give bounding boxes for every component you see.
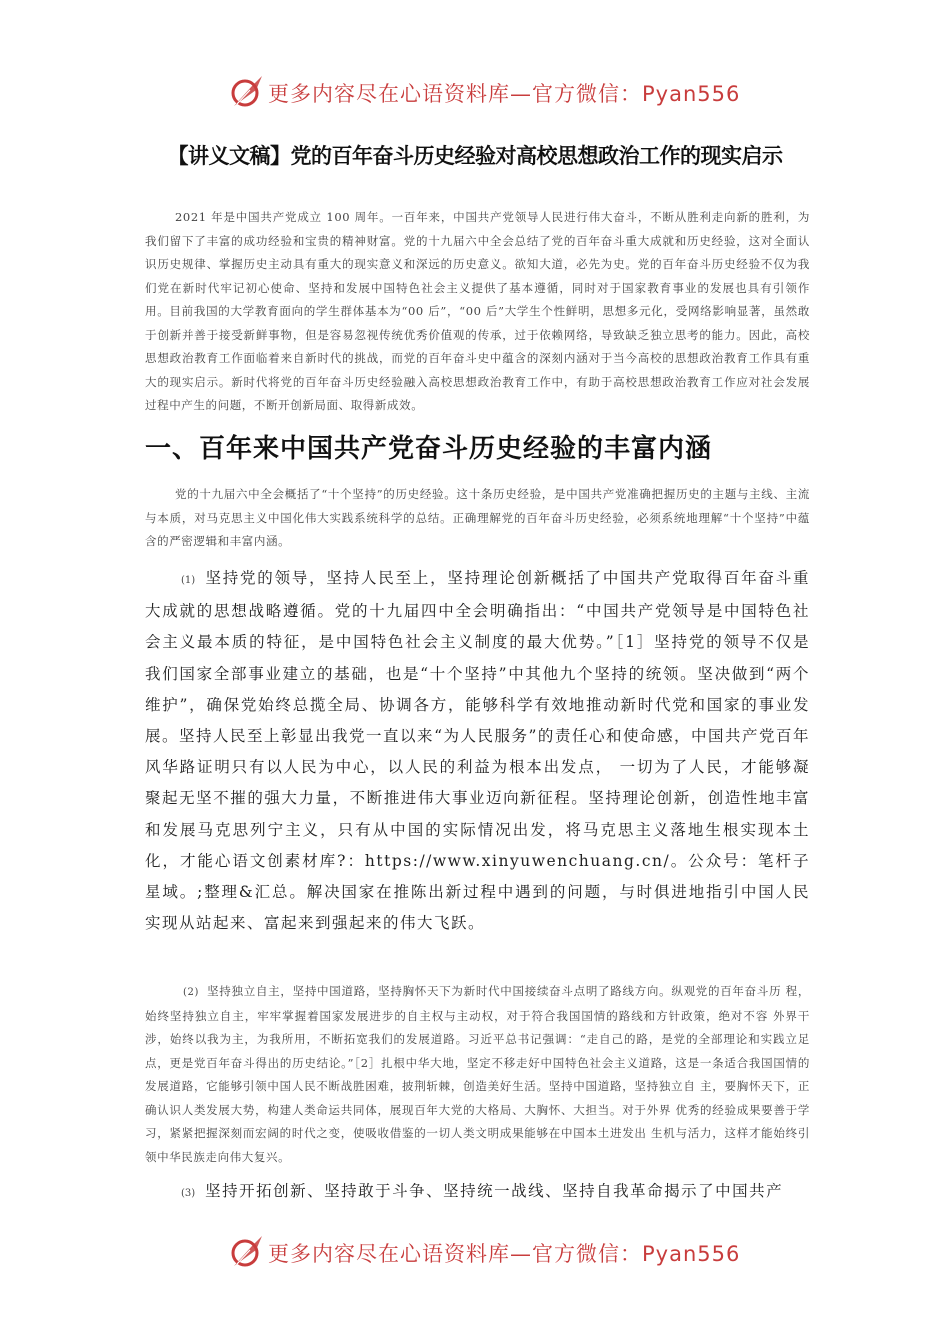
paragraph-1-number: (1) [181, 575, 196, 586]
paragraph-3-number: (3) [181, 1188, 196, 1199]
paragraph-2-text: 坚持独立自主，坚持中国道路，坚持胸怀天下为新时代中国接续奋斗点明了路线方向。纵观党的百年奋斗历 程，始终坚持独立自主，牢牢掌握着国家发展进步的自主权与主动权，对于符合我国国情的路线和方针政策，绝对不容 外界干涉，始终以我为主，为我所用，不断拓宽我们的发展道路。习近平总书记强调：“走自己的路，是党的全部理论和实践立足点，更是党百年奋斗得出的历史结论。”［2］扎根中华大地，坚定不移走好中国特色社会主义道路，这是一条适合我国国情的发展道路，它能够引领中国人民不断战胜困难，披荆斩棘，创造美好生活。坚持中国道路，坚持独立自 主，要胸怀天下，正确认识人类发展大势，构建人类命运共同体，展现百年大党的大格局、大胸怀、大担当。对于外界 优秀的经验成果要善于学习，紧紧把握深刻而宏阔的时代之变，使吸收借鉴的一切人类文明成果能够在中国本土进发出 生机与活力，这样才能始终引领中华民族走向伟大复兴。 [145, 984, 810, 1164]
section-1-heading: 一、百年来中国共产党奋斗历史经验的丰富内涵 [145, 434, 713, 464]
banner-text: 更多内容尽在心语资料库—官方微信：Pyan556 [268, 1242, 741, 1266]
paragraph-3-text: 坚持开拓创新、坚持敢于斗争、坚持统一战线、坚持自我革命揭示了中国共产 [205, 1182, 784, 1200]
paragraph-3 [145, 1176, 810, 1209]
feather-logo-icon [228, 1234, 266, 1270]
section-1-intro-paragraph: 党的十九届六中全会概括了“十个坚持”的历史经验。这十条历史经验，是中国共产党准确把握历史的主题与主线、主流与本质，对马克思主义中国化伟大实践系统科学的总结。正确理解党的百年奋斗历史经验，必须系统地理解“十个坚持”中蕴含的严密逻辑和丰富内涵。 [145, 487, 810, 548]
document-title: 【讲义文稿】党的百年奋斗历史经验对高校思想政治工作的现实启示 [167, 144, 783, 168]
banner-text: 更多内容尽在心语资料库—官方微信：Pyan556 [268, 82, 741, 106]
paragraph-1 [145, 563, 810, 939]
paragraph-2 [145, 980, 810, 1169]
feather-logo-icon [228, 74, 266, 110]
intro-paragraph: 2021 年是中国共产党成立 100 周年。一百年来，中国共产党领导人民进行伟大奋斗，不断从胜利走向新的胜利，为我们留下了丰富的成功经验和宝贵的精神财富。党的十九届六中全会总结了党的百年奋斗重大成就和历史经验，这对全面认识历史规律、掌握历史主动具有重大的现实意义和深远的历史意义。欲知大道，必先为史。党的百年奋斗历史经验不仅为我们党在新时代牢记初心使命、坚持和发展中国特色社会主义提供了基本遵循，同时对于国家教育事业的发展也具有引领作用。目前我国的大学教育面向的学生群体基本为“00 后”，“00 后”大学生个性鲜明，思想多元化，受网络影响显著，虽然敢于创新并善于接受新鲜事物，但是容易忽视传统优秀价值观的传承，过于依赖网络，导致缺乏独立思考的能力。因此，高校思想政治教育工作面临着来自新时代的挑战，而党的百年奋斗史中蕴含的深刻内涵对于当今高校的思想政治教育工作具有重大的现实启示。新时代将党的百年奋斗历史经验融入高校思想政治教育工作中，有助于高校思想政治教育工作应对社会发展过程中产生的问题，不断开创新局面、取得新成效。 [145, 210, 810, 412]
footer-banner [0, 1232, 950, 1272]
paragraph-1-text: 坚持党的领导，坚持人民至上，坚持理论创新概括了中国共产党取得百年奋斗重大成就的思想战略遵循。党的十九届四中全会明确指出：“中国共产党领导是中国特色社会主义最本质的特征，是中国特色社会主义制度的最大优势。”［1］坚持党的领导不仅是我们国家全部事业建立的基础，也是“十个坚持”中其他九个坚持的统领。坚决做到“两个维护”，确保党始终总揽全局、协调各方，能够科学有效地推动新时代党和国家的事业发展。坚持人民至上彰显出我党一直以来“为人民服务”的责任心和使命感，中国共产党百年风华路证明只有以人民为中心，以人民的利益为根本出发点， 一切为了人民，才能够凝聚起无坚不摧的强大力量，不断推进伟大事业迈向新征程。坚持理论创新，创造性地丰富和发展马克思列宁主义，只有从中国的实际情况出发，将马克思主义落地生根实现本土化，才能心语文创素材库?：https://www.xinyuwenchuang.cn/。公众号：笔杆子星域。;整理&汇总。解决国家在推陈出新过程中遇到的问题，与时俱进地指引中国人民实现从站起来、富起来到强起来的伟大飞跃。 [145, 569, 810, 933]
paragraph-2-number: (2) [183, 987, 199, 998]
header-banner [0, 72, 950, 112]
